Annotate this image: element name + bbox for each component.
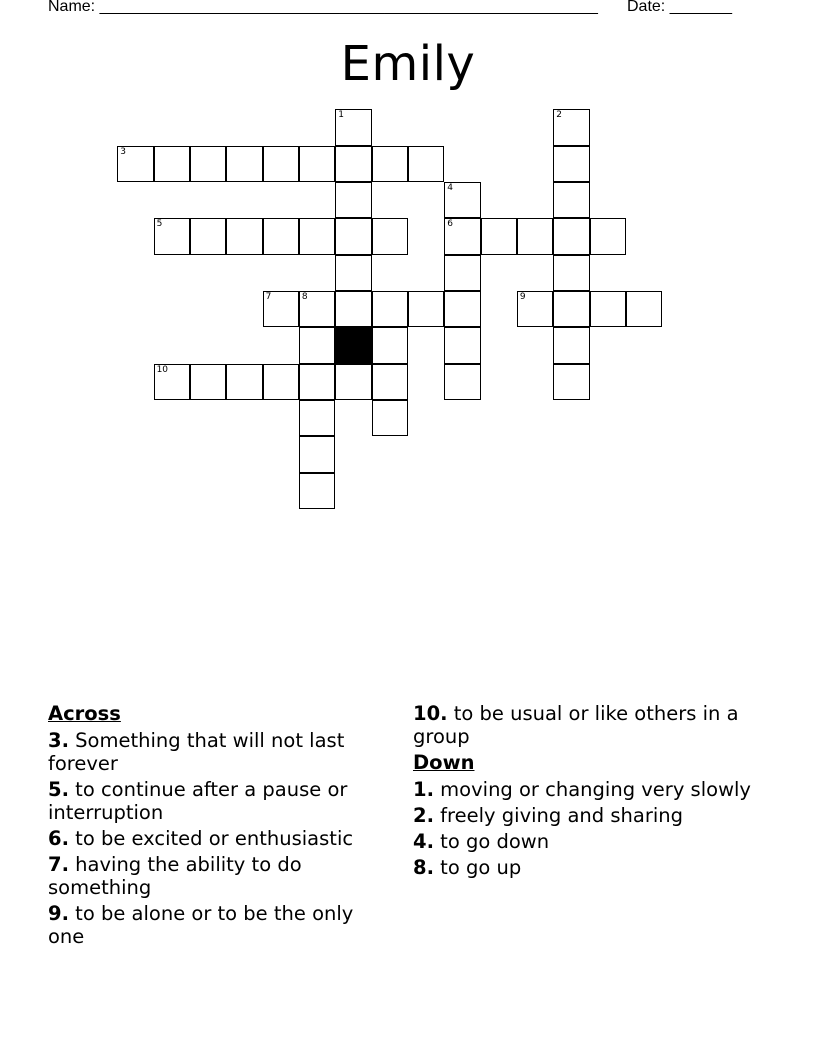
grid-cell[interactable] bbox=[553, 364, 589, 400]
grid-cell[interactable] bbox=[444, 364, 480, 400]
grid-cell[interactable] bbox=[553, 255, 589, 291]
grid-cell[interactable] bbox=[444, 255, 480, 291]
grid-cell[interactable] bbox=[553, 327, 589, 363]
grid-cell[interactable] bbox=[590, 218, 626, 254]
down-clue: 1. moving or changing very slowly bbox=[413, 778, 751, 801]
clue-number: 9 bbox=[519, 291, 526, 302]
grid-cell[interactable] bbox=[299, 218, 335, 254]
grid-cell[interactable] bbox=[372, 400, 408, 436]
grid-cell[interactable] bbox=[226, 364, 262, 400]
grid-cell[interactable] bbox=[190, 364, 226, 400]
grid-cell[interactable] bbox=[299, 473, 335, 509]
clue-number: 7 bbox=[265, 291, 272, 302]
grid-cell[interactable] bbox=[299, 327, 335, 363]
grid-cell[interactable] bbox=[263, 364, 299, 400]
grid-cell[interactable] bbox=[154, 364, 190, 400]
clue-number: 3 bbox=[120, 146, 126, 157]
grid-cell[interactable] bbox=[335, 291, 371, 327]
down-clue: 8. to go up bbox=[413, 856, 522, 879]
grid-cell[interactable] bbox=[263, 218, 299, 254]
across-clue: 5. to continue after a pause or interruption bbox=[48, 778, 348, 824]
grid-cell[interactable] bbox=[481, 218, 517, 254]
grid-cell[interactable] bbox=[335, 146, 371, 182]
grid-cell[interactable] bbox=[335, 218, 371, 254]
clue-number: 5 bbox=[156, 219, 163, 230]
down-clue: 4. to go down bbox=[413, 830, 550, 853]
grid-cell[interactable] bbox=[444, 327, 480, 363]
grid-cell[interactable] bbox=[226, 146, 262, 182]
grid-cell[interactable] bbox=[408, 146, 444, 182]
grid-cell[interactable] bbox=[553, 291, 589, 327]
grid-cell[interactable] bbox=[372, 364, 408, 400]
grid-cell[interactable] bbox=[190, 146, 226, 182]
grid-cell[interactable] bbox=[408, 291, 444, 327]
grid-cell[interactable] bbox=[190, 218, 226, 254]
clues-left-column bbox=[48, 702, 388, 951]
down-heading: Down bbox=[413, 751, 475, 774]
across-clue: 10. to be usual or like others in a group bbox=[413, 702, 739, 748]
grid-cell[interactable] bbox=[335, 255, 371, 291]
grid-cell[interactable] bbox=[263, 146, 299, 182]
clue-number: 4 bbox=[447, 182, 453, 193]
grid-cell[interactable] bbox=[372, 218, 408, 254]
grid-cell[interactable] bbox=[154, 218, 190, 254]
grid-cell[interactable] bbox=[372, 327, 408, 363]
grid-cell[interactable] bbox=[517, 291, 553, 327]
across-clue: 3. Something that will not last forever bbox=[48, 729, 345, 775]
across-clue: 7. having the ability to do something bbox=[48, 853, 302, 899]
grid-cell[interactable] bbox=[299, 291, 335, 327]
name-label: Name: ________________________________________________________ bbox=[48, 0, 598, 15]
grid-cell[interactable] bbox=[626, 291, 662, 327]
clues-right-column bbox=[413, 702, 758, 882]
grid-cell[interactable] bbox=[335, 364, 371, 400]
grid-cell[interactable] bbox=[299, 400, 335, 436]
grid-cell[interactable] bbox=[117, 146, 153, 182]
grid-cell[interactable] bbox=[553, 218, 589, 254]
grid-cell[interactable] bbox=[553, 182, 589, 218]
grid-cell[interactable] bbox=[444, 182, 480, 218]
grid-cell[interactable] bbox=[517, 218, 553, 254]
clue-number: 1 bbox=[338, 110, 344, 121]
grid-cell[interactable] bbox=[299, 146, 335, 182]
clue-number: 2 bbox=[556, 110, 562, 121]
clue-number: 10 bbox=[156, 364, 169, 375]
grid-cell[interactable] bbox=[553, 146, 589, 182]
grid-cell[interactable] bbox=[553, 109, 589, 145]
grid-cell[interactable] bbox=[335, 109, 371, 145]
across-clue: 9. to be alone or to be the only one bbox=[48, 902, 354, 948]
across-heading: Across bbox=[48, 702, 121, 725]
grid-cell[interactable] bbox=[263, 291, 299, 327]
grid-cell[interactable] bbox=[299, 436, 335, 472]
grid-cell[interactable] bbox=[372, 146, 408, 182]
grid-cell[interactable] bbox=[335, 182, 371, 218]
grid-cell[interactable] bbox=[154, 146, 190, 182]
grid-cell[interactable] bbox=[372, 291, 408, 327]
grid-cell[interactable] bbox=[226, 218, 262, 254]
grid-cell[interactable] bbox=[444, 218, 480, 254]
grid-cell[interactable] bbox=[444, 291, 480, 327]
grid-cell[interactable] bbox=[590, 291, 626, 327]
down-clue: 2. freely giving and sharing bbox=[413, 804, 683, 827]
across-clue: 6. to be excited or enthusiastic bbox=[48, 827, 354, 850]
date-label: Date: _______ bbox=[627, 0, 732, 15]
puzzle-title: Emily bbox=[340, 36, 476, 92]
clue-number: 6 bbox=[447, 219, 453, 230]
clue-number: 8 bbox=[301, 291, 308, 302]
grid-cell-black bbox=[335, 327, 371, 363]
grid-cell[interactable] bbox=[299, 364, 335, 400]
